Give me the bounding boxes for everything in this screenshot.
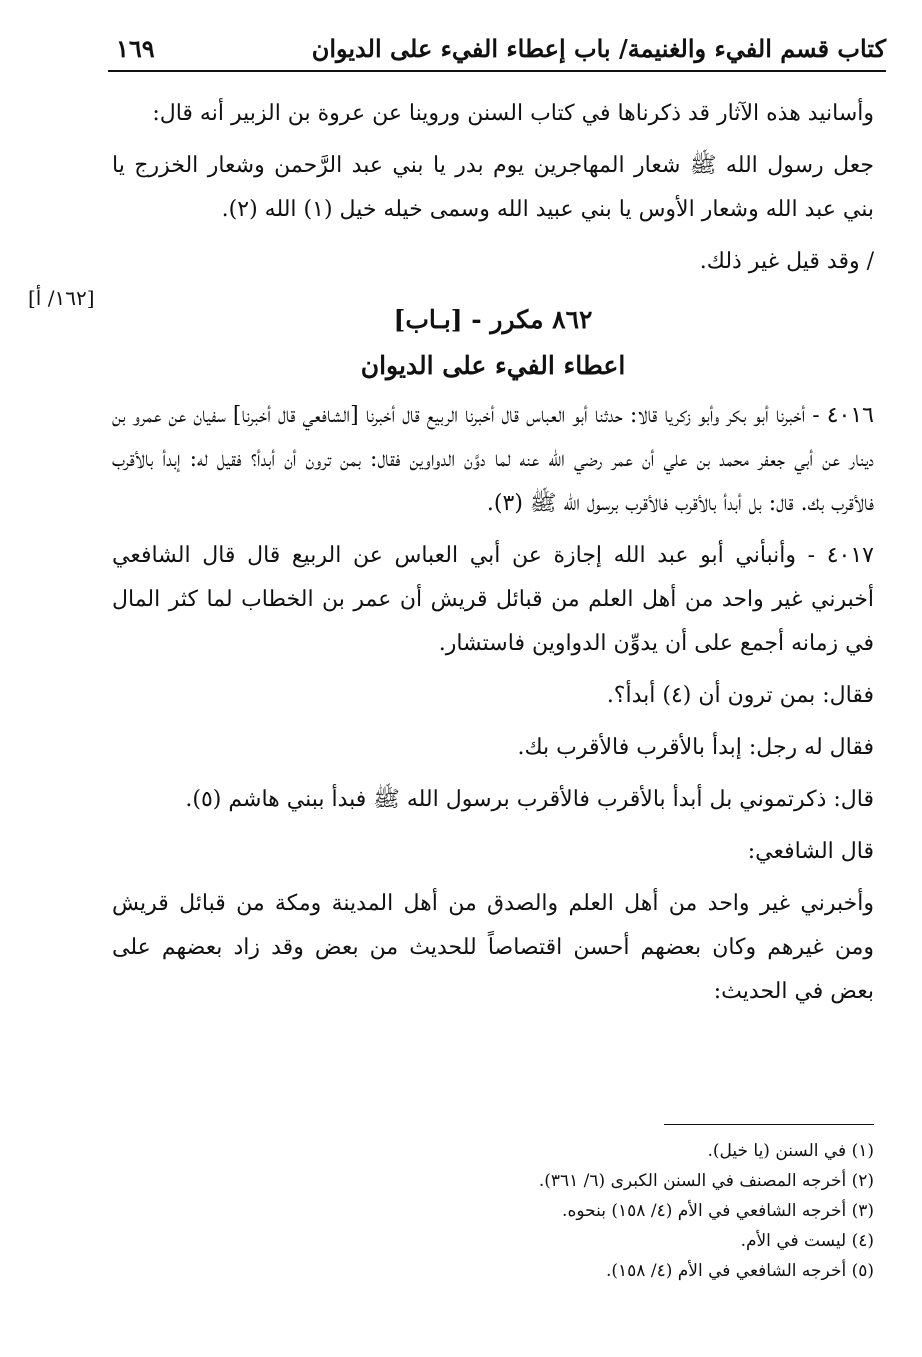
paragraph: فقال: بمن ترون أن (٤) أبدأ؟. xyxy=(606,683,874,708)
paragraph: فقال له رجل: إبدأ بالأقرب فالأقرب بك. xyxy=(517,735,874,760)
footnote: (٤) ليست في الأم. xyxy=(740,1231,874,1251)
paragraph: / وقد قيل غير ذلك. xyxy=(699,249,874,274)
footnote: (٣) أخرجه الشافعي في الأم (٤/ ١٥٨) بنحوه. xyxy=(562,1201,874,1221)
page-header xyxy=(108,28,886,72)
footnote: (١) في السنن (يا خيل). xyxy=(707,1141,874,1161)
footnotes xyxy=(112,1136,874,1286)
paragraph: جعل رسول الله ﷺ شعار المهاجرين يوم بدر يا بني عبد الرَّحمن وشعار الخزرج يا بني عبد الله وشعار الأوس يا بني عبيد الله وسمى خيله خيل (١) الله (٢). xyxy=(112,153,874,222)
paragraph: وأخبرني غير واحد من أهل العلم والصدق من أهل المدينة ومكة من قبائل قريش ومن غيرهم وكان بعضهم أحسن اقتصاصاً للحديث من بعض وقد زاد بعضهم على بعض في الحديث: xyxy=(112,891,874,1004)
footnote: (٢) أخرجه المصنف في السنن الكبرى (٦/ ٣٦١). xyxy=(538,1171,874,1191)
chapter-heading: ٨٦٢ مكرر - [بـاب] xyxy=(393,305,593,334)
hadith-4016: ٤٠١٦ - أخبرنا أبو بكر وأبو زكريا قالا: حدثنا أبو العباس قال أخبرنا الربيع قال أخبرنا [الشافعي قال أخبرنا] سفيان عن عمرو بن دينار عن أبي جعفر محمد بن علي أن عمر رضي الله عنه لما دوَّن الدواوين فقال: بمن ترون أن أبدأ؟ فقيل له: إبدأ بالأقرب فالأقرب بك. قال: بل أبدأ بالأقرب فالأقرب برسول الله ﷺ (٣). xyxy=(112,403,874,516)
chapter-subheading: اعطاء الفيء على الديوان xyxy=(360,351,626,380)
footnote-divider xyxy=(664,1124,874,1125)
paragraph: وأسانيد هذه الآثار قد ذكرناها في كتاب السنن وروينا عن عروة بن الزبير أنه قال: xyxy=(152,101,874,126)
footnote: (٥) أخرجه الشافعي في الأم (٤/ ١٥٨). xyxy=(605,1261,874,1281)
paragraph: قال الشافعي: xyxy=(747,839,874,864)
hadith-4017: ٤٠١٧ - وأنبأني أبو عبد الله إجازة عن أبي العباس عن الربيع قال قال الشافعي أخبرني غير واحد من أهل العلم من قبائل قريش أن عمر بن الخطاب لما كثر المال في زمانه أجمع على أن يدوِّن الدواوين فاستشار. xyxy=(112,543,874,656)
paragraph: قال: ذكرتموني بل أبدأ بالأقرب فالأقرب برسول الله ﷺ فبدأ ببني هاشم (٥). xyxy=(185,787,874,812)
page-number: ١٦٩ xyxy=(116,34,155,63)
running-title: كتاب قسم الفيء والغنيمة/ باب إعطاء الفيء على الديوان xyxy=(311,34,886,63)
margin-folio-note: [١٦٢/ أ] xyxy=(28,286,95,310)
main-text xyxy=(112,92,874,1022)
